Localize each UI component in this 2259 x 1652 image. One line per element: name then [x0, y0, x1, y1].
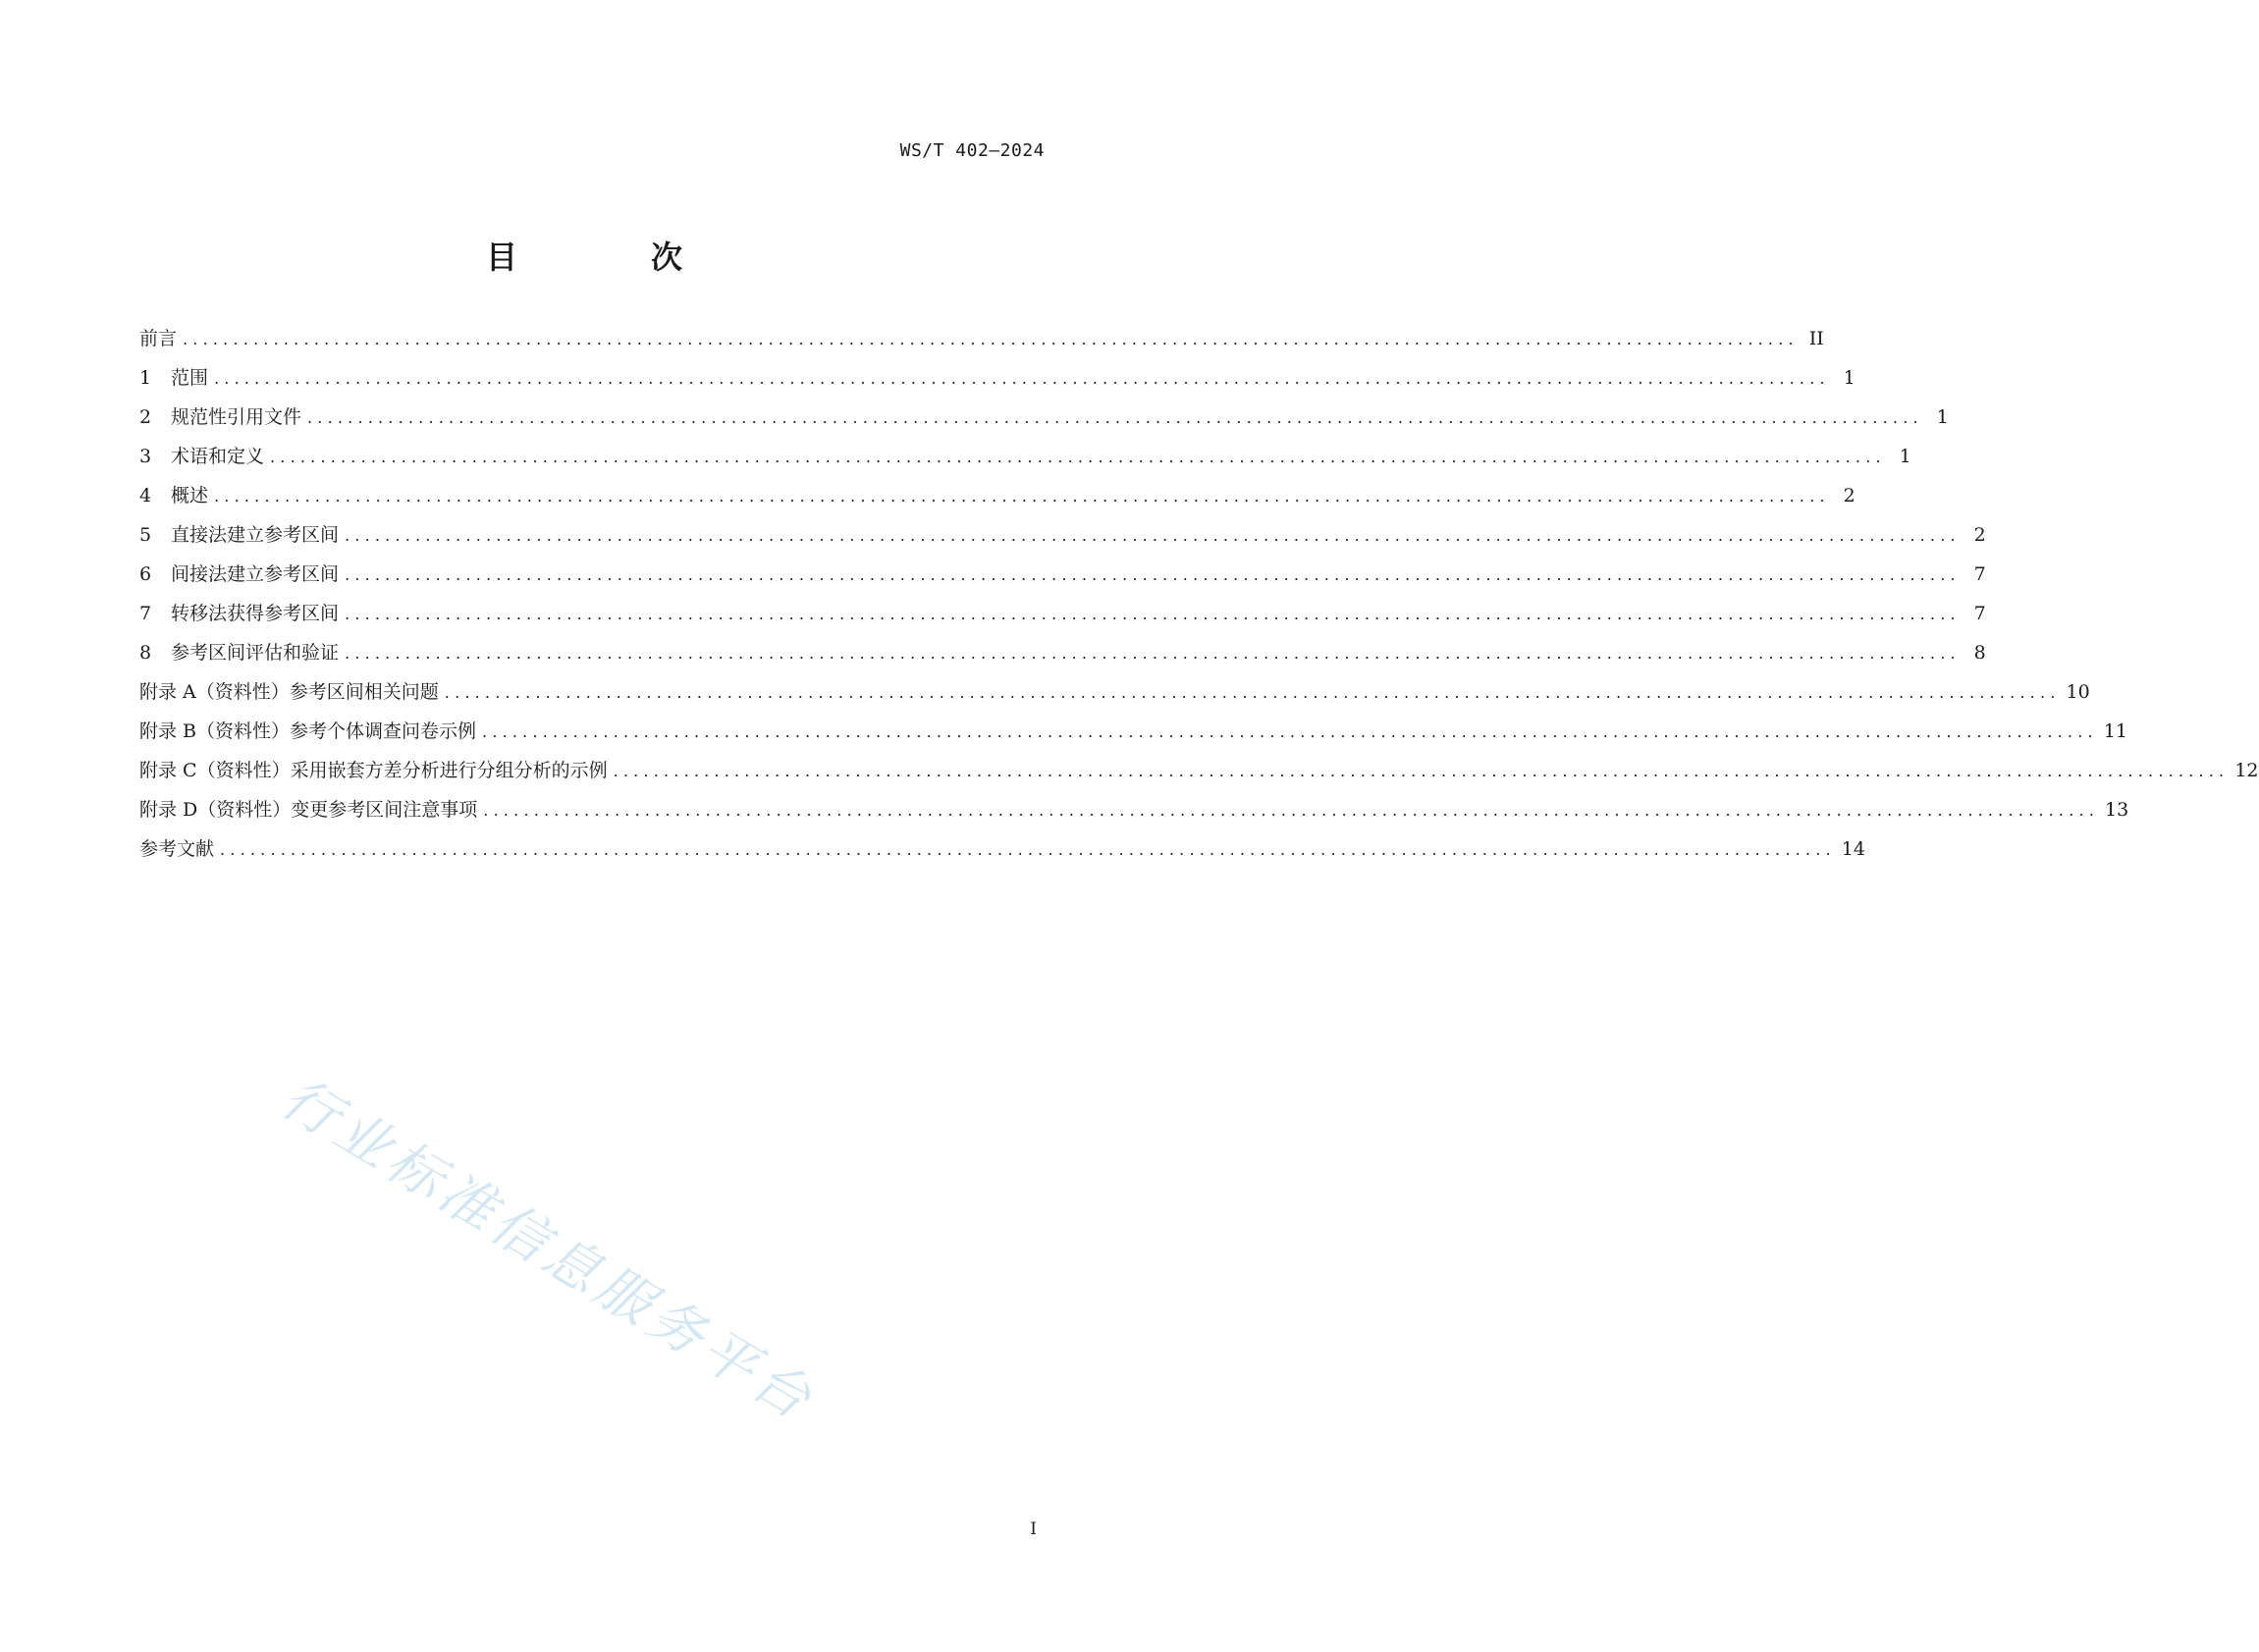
toc-entry-page: 1 [1899, 446, 1911, 467]
toc-entry-page: II [1808, 328, 1824, 349]
toc-leader-dots: ................................................................................................................................................................ [345, 644, 1961, 663]
toc-leader-dots: ................................................................................................................................................................ [220, 840, 1836, 859]
toc-entry[interactable] [139, 751, 2259, 790]
toc-entry-page: 12 [2234, 760, 2259, 781]
toc-entry-title: 变更参考区间注意事项 [291, 799, 478, 821]
toc-leader-dots: ................................................................................................................................................................ [307, 408, 1923, 427]
toc-entry-number: 6 [139, 563, 152, 585]
toc-entry-title: 规范性引用文件 [171, 406, 302, 428]
toc-entry-page: 7 [1973, 603, 1986, 624]
toc-entry-title: 参考文献 [139, 838, 215, 860]
toc-entry-number: 4 [139, 485, 152, 506]
toc-entry[interactable] [139, 515, 1986, 555]
toc-entry[interactable] [139, 633, 1986, 672]
toc-entry-title: 直接法建立参考区间 [171, 524, 340, 546]
toc-entry[interactable] [139, 712, 2127, 751]
page-number: I [1030, 1519, 1037, 1539]
toc-appendix-label: 附录 B（资料性） [139, 720, 291, 742]
toc-entry-title: 概述 [171, 485, 209, 506]
toc-leader-dots: ................................................................................................................................................................ [270, 448, 1886, 466]
toc-entry[interactable] [139, 358, 1856, 398]
toc-leader-dots: ................................................................................................................................................................ [183, 330, 1799, 348]
toc-entry-number: 8 [139, 642, 152, 664]
toc-entry-title: 间接法建立参考区间 [171, 563, 340, 585]
toc-entry-title: 前言 [139, 328, 178, 349]
toc-appendix-label: 附录 D（资料性） [139, 799, 292, 821]
toc-entry[interactable] [139, 672, 2090, 712]
toc-appendix-label: 附录 C（资料性） [139, 760, 291, 781]
toc-entry-page: 7 [1973, 563, 1986, 585]
standard-code: WS/T 402—2024 [899, 140, 1045, 161]
toc-entry-number: 2 [139, 406, 152, 428]
toc-entry-page: 10 [2066, 681, 2090, 703]
toc-leader-dots: ................................................................................................................................................................ [345, 526, 1961, 545]
toc-entry-title: 采用嵌套方差分析进行分组分析的示例 [290, 760, 608, 781]
toc-entry[interactable] [139, 555, 1986, 594]
toc-entry-number: 1 [139, 367, 152, 389]
table-of-contents [139, 319, 2259, 869]
toc-entry-page: 2 [1843, 485, 1856, 506]
toc-entry-number: 7 [139, 603, 152, 624]
toc-entry[interactable] [139, 476, 1856, 515]
toc-entry[interactable] [139, 398, 1949, 437]
toc-leader-dots: ................................................................................................................................................................ [482, 722, 2098, 741]
toc-entry[interactable] [139, 790, 2129, 829]
toc-heading: 目 次 [485, 239, 733, 276]
toc-entry-title: 参考个体调查问卷示例 [290, 720, 477, 742]
toc-leader-dots: ................................................................................................................................................................ [214, 369, 1830, 388]
toc-leader-dots: ................................................................................................................................................................ [483, 801, 2100, 820]
toc-entry-page: 2 [1973, 524, 1986, 546]
toc-entry[interactable] [139, 829, 1865, 869]
toc-entry-number: 5 [139, 524, 152, 546]
toc-entry-title: 参考区间相关问题 [289, 681, 439, 703]
toc-entry[interactable] [139, 319, 1824, 358]
toc-entry-number: 3 [139, 446, 152, 467]
toc-appendix-label: 附录 A（资料性） [139, 681, 290, 703]
toc-leader-dots: ................................................................................................................................................................ [613, 762, 2230, 780]
toc-entry-page: 8 [1973, 642, 1986, 664]
toc-leader-dots: ................................................................................................................................................................ [214, 487, 1830, 506]
toc-entry-title: 参考区间评估和验证 [171, 642, 340, 664]
toc-entry-title: 转移法获得参考区间 [171, 603, 340, 624]
toc-entry[interactable] [139, 437, 1911, 476]
toc-entry-page: 1 [1936, 406, 1949, 428]
toc-leader-dots: ................................................................................................................................................................ [345, 605, 1961, 623]
toc-entry-page: 11 [2103, 720, 2127, 742]
toc-entry[interactable] [139, 594, 1986, 633]
toc-entry-title: 术语和定义 [171, 446, 265, 467]
watermark: 行业标准信息服务平台 [270, 1065, 826, 1435]
toc-leader-dots: ................................................................................................................................................................ [444, 683, 2061, 702]
toc-leader-dots: ................................................................................................................................................................ [345, 565, 1961, 584]
toc-entry-page: 13 [2105, 799, 2129, 821]
toc-entry-page: 1 [1843, 367, 1856, 389]
toc-entry-title: 范围 [171, 367, 209, 389]
toc-entry-page: 14 [1841, 838, 1865, 860]
